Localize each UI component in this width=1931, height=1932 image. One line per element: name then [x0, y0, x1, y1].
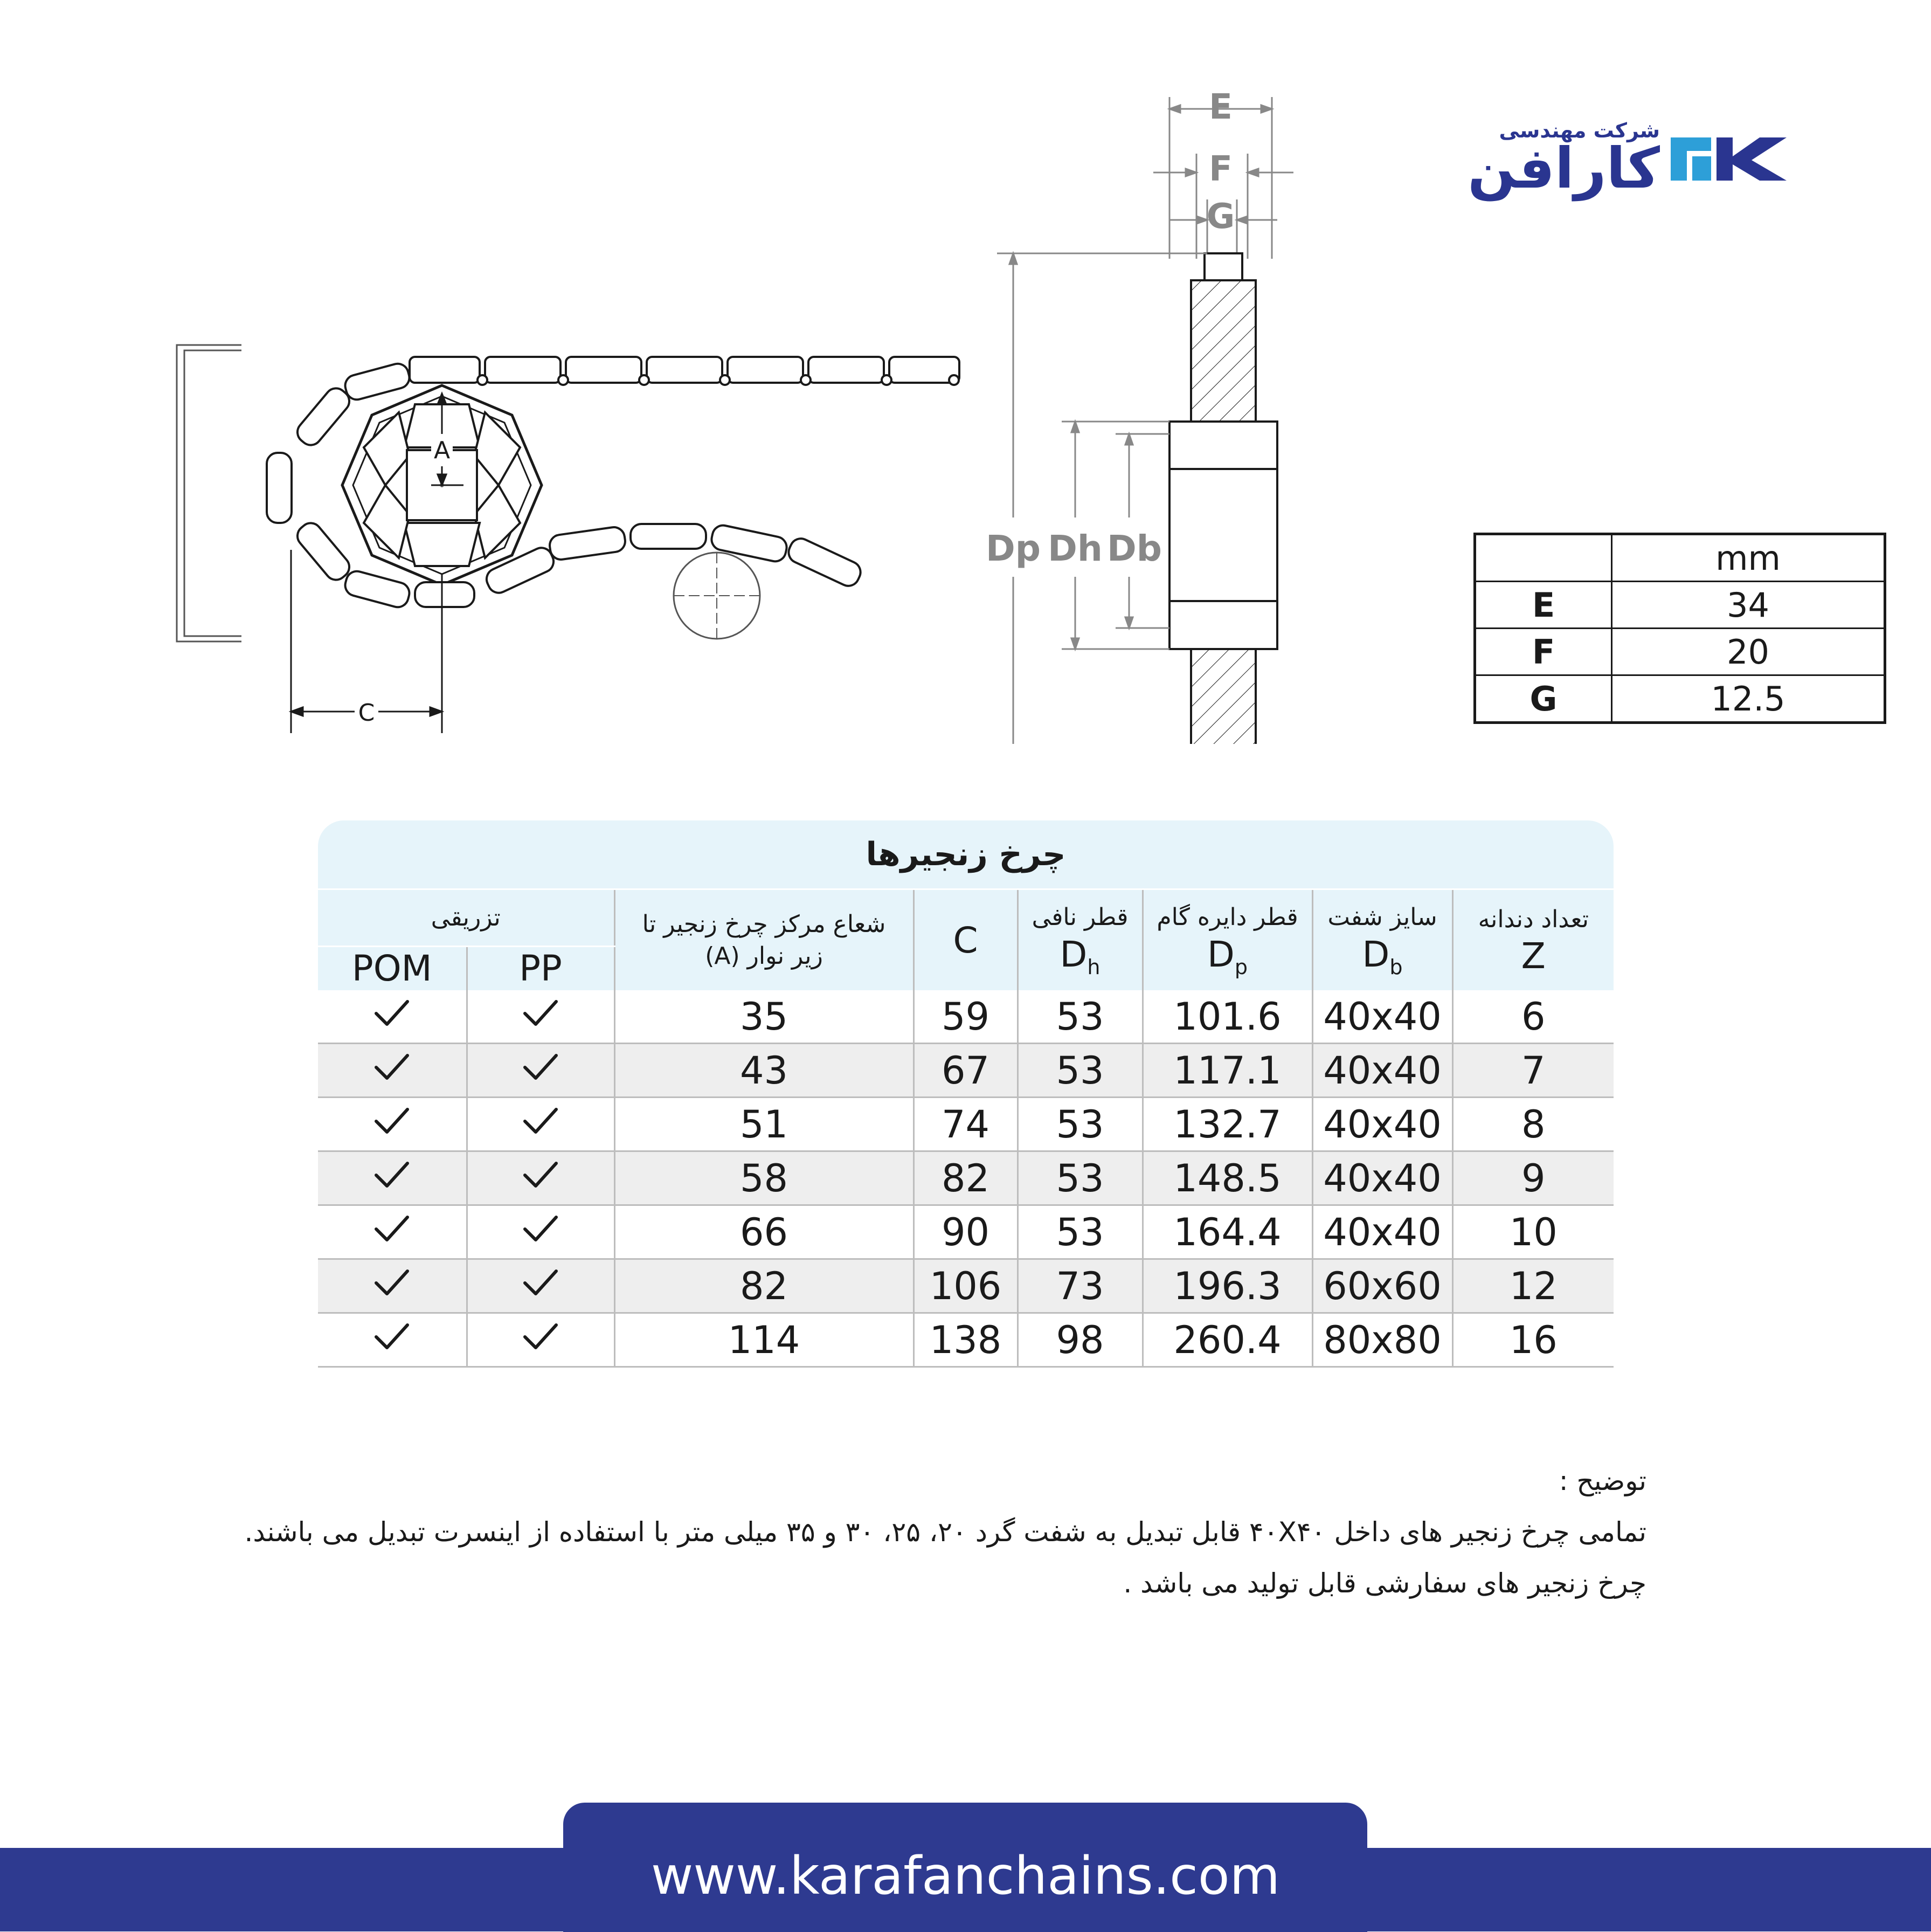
- cell-dh: 53: [1018, 1151, 1143, 1205]
- check-pom: [318, 1098, 467, 1151]
- sprocket-spec-table: [318, 820, 1614, 1368]
- header-pp: PP: [467, 946, 614, 990]
- cell-radius-a: 51: [614, 1098, 913, 1151]
- cell-db: 60x60: [1312, 1259, 1452, 1313]
- cell-dh: 73: [1018, 1259, 1143, 1313]
- table-row: [318, 1151, 1614, 1205]
- cell-z: 9: [1452, 1151, 1614, 1205]
- dims-value: 20: [1612, 629, 1885, 675]
- dim-label-e: E: [1209, 87, 1233, 127]
- cell-radius-a: 82: [614, 1259, 913, 1313]
- table-row: [318, 990, 1614, 1044]
- cell-radius-a: 35: [614, 990, 913, 1044]
- dims-row-f: [1475, 629, 1885, 675]
- cell-z: 16: [1452, 1313, 1614, 1367]
- check-pp: [467, 1044, 614, 1098]
- header-pitch-diameter: قطر دایره گام $D_p$: [1143, 890, 1312, 990]
- header-pom: POM: [318, 946, 467, 990]
- header-c: C: [913, 890, 1018, 990]
- dims-header-empty: [1475, 534, 1612, 582]
- dim-label-db: Db: [1106, 528, 1162, 569]
- cell-dh: 98: [1018, 1313, 1143, 1367]
- sprocket-front-drawing: [162, 323, 970, 765]
- table-title: چرخ زنجیرها: [318, 820, 1614, 890]
- cell-c: 74: [913, 1098, 1018, 1151]
- dimensions-table: [1473, 533, 1886, 724]
- cell-dp: 117.1: [1143, 1044, 1312, 1098]
- header-radius: شعاع مرکز چرخ زنجیر تا زیر نوار (A): [614, 890, 913, 990]
- cell-db: 40x40: [1312, 1205, 1452, 1259]
- dim-label-f: F: [1209, 149, 1233, 189]
- chain-return: [483, 523, 864, 596]
- dim-label-g: G: [1206, 197, 1235, 237]
- cell-c: 90: [913, 1205, 1018, 1259]
- header-shaft-size: سایز شفت $D_b$: [1312, 890, 1452, 990]
- cell-db: 40x40: [1312, 1098, 1452, 1151]
- chain-top: [410, 357, 959, 385]
- dims-label: E: [1475, 582, 1612, 629]
- check-pom: [318, 990, 467, 1044]
- cell-z: 10: [1452, 1205, 1614, 1259]
- dims-row-g: [1475, 675, 1885, 723]
- cell-c: 82: [913, 1151, 1018, 1205]
- cell-dp: 196.3: [1143, 1259, 1312, 1313]
- spec-grid: [318, 890, 1614, 1368]
- notes-heading: توضیح :: [1559, 1465, 1646, 1496]
- cell-db: 40x40: [1312, 1151, 1452, 1205]
- check-pom: [318, 1259, 467, 1313]
- dim-label-dh: Dh: [1048, 528, 1103, 569]
- cell-dh: 53: [1018, 1205, 1143, 1259]
- cell-dp: 132.7: [1143, 1098, 1312, 1151]
- dims-row-e: [1475, 582, 1885, 629]
- logo-subtitle: شرکت مهندسی: [1499, 119, 1660, 142]
- cell-c: 106: [913, 1259, 1018, 1313]
- header-hub-diameter: قطر نافی $D_h$: [1018, 890, 1143, 990]
- check-pp: [467, 1151, 614, 1205]
- cell-dh: 53: [1018, 1044, 1143, 1098]
- cell-dp: 101.6: [1143, 990, 1312, 1044]
- sprocket-side-drawing: [970, 75, 1293, 744]
- check-pp: [467, 1313, 614, 1367]
- company-logo: [1466, 108, 1789, 210]
- dims-label: F: [1475, 629, 1612, 675]
- cell-dh: 53: [1018, 1098, 1143, 1151]
- dims-unit: mm: [1612, 534, 1885, 582]
- cell-radius-a: 114: [614, 1313, 913, 1367]
- check-pom: [318, 1205, 467, 1259]
- cell-radius-a: 66: [614, 1205, 913, 1259]
- table-row: [318, 1313, 1614, 1367]
- dim-label-dp: Dp: [985, 528, 1041, 569]
- cell-z: 12: [1452, 1259, 1614, 1313]
- cell-dh: 53: [1018, 990, 1143, 1044]
- dims-value: 34: [1612, 582, 1885, 629]
- table-row: [318, 1259, 1614, 1313]
- cell-dp: 164.4: [1143, 1205, 1312, 1259]
- cell-db: 40x40: [1312, 1044, 1452, 1098]
- check-pp: [467, 1205, 614, 1259]
- header-injection: تزریقی: [318, 890, 614, 946]
- cell-z: 6: [1452, 990, 1614, 1044]
- dim-label-a: A: [433, 437, 451, 464]
- cell-radius-a: 58: [614, 1151, 913, 1205]
- check-pom: [318, 1044, 467, 1098]
- check-pp: [467, 990, 614, 1044]
- notes-line-1: تمامی چرخ زنجیر های داخل ۴۰X۴۰ قابل تبدیل به شفت گرد ۲۰، ۲۵، ۳۰ و ۳۵ میلی متر با استفاده از اینسرت تبدیل می باشند.: [244, 1516, 1646, 1548]
- dims-header-row: [1475, 534, 1885, 582]
- cell-z: 8: [1452, 1098, 1614, 1151]
- header-teeth: تعداد دندانه Z: [1452, 890, 1614, 990]
- check-pom: [318, 1151, 467, 1205]
- cell-db: 80x80: [1312, 1313, 1452, 1367]
- logo-mark-icon: [1665, 127, 1789, 197]
- cell-c: 59: [913, 990, 1018, 1044]
- table-row: [318, 1098, 1614, 1151]
- dim-label-c: C: [358, 699, 375, 727]
- notes-section: [172, 1455, 1646, 1609]
- table-row: [318, 1044, 1614, 1098]
- footer-website-link[interactable]: www.karafanchains.com: [650, 1846, 1281, 1906]
- cell-dp: 148.5: [1143, 1151, 1312, 1205]
- check-pp: [467, 1259, 614, 1313]
- cell-c: 67: [913, 1044, 1018, 1098]
- check-pom: [318, 1313, 467, 1367]
- cell-db: 40x40: [1312, 990, 1452, 1044]
- dims-label: G: [1475, 675, 1612, 723]
- cell-radius-a: 43: [614, 1044, 913, 1098]
- cell-z: 7: [1452, 1044, 1614, 1098]
- dims-value: 12.5: [1612, 675, 1885, 723]
- table-row: [318, 1205, 1614, 1259]
- check-pp: [467, 1098, 614, 1151]
- cell-dp: 260.4: [1143, 1313, 1312, 1367]
- notes-line-2: چرخ زنجیر های سفارشی قابل تولید می باشد .: [1123, 1568, 1646, 1599]
- logo-title: کارافن: [1468, 135, 1660, 201]
- cell-c: 138: [913, 1313, 1018, 1367]
